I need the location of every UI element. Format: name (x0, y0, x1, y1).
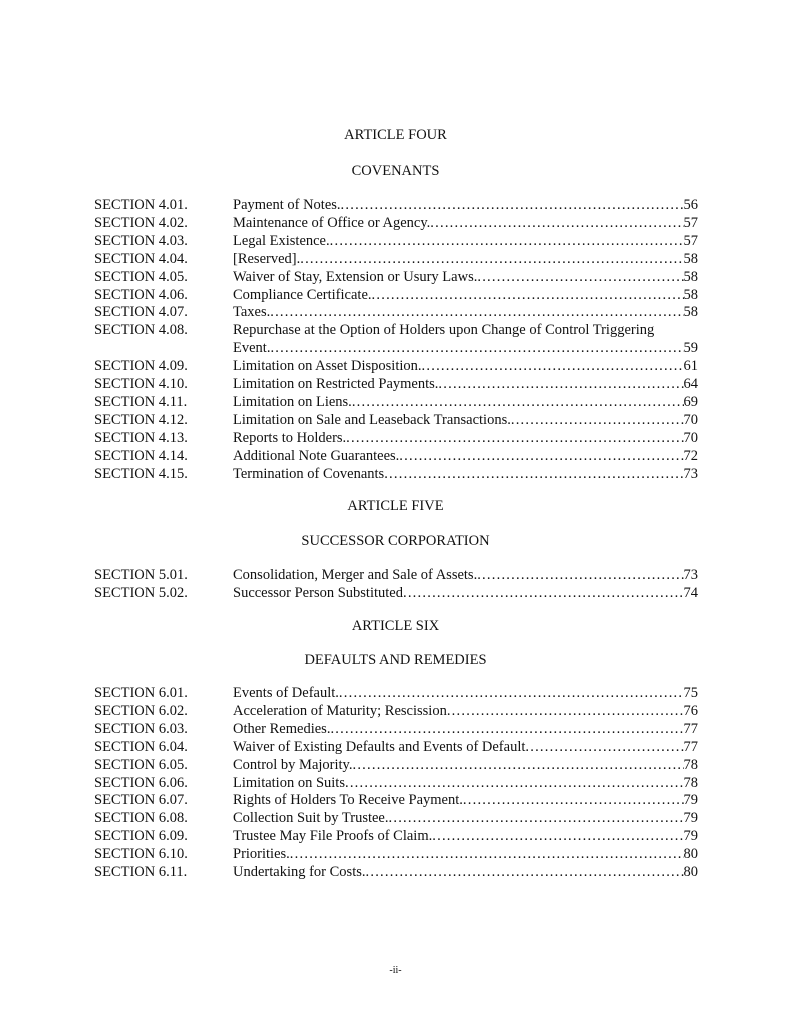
article-label: ARTICLE FOUR (344, 127, 447, 143)
section-number: SECTION 4.03. (94, 232, 188, 249)
dot-leader (422, 358, 684, 376)
section-number: SECTION 4.14. (94, 447, 188, 464)
section-title: Maintenance of Office or Agency. (233, 214, 431, 231)
page-number: 80 (683, 864, 698, 881)
section-number: SECTION 6.03. (94, 720, 188, 737)
page-number: 58 (683, 250, 698, 267)
toc-entry[interactable] (94, 287, 698, 305)
section-title: Events of Default. (233, 685, 339, 701)
toc-entry[interactable] (94, 685, 698, 703)
article-label: ARTICLE FIVE (347, 498, 444, 514)
section-title: Taxes. (233, 304, 271, 321)
page-number: 77 (683, 720, 698, 737)
toc-entry-list (94, 567, 698, 603)
toc-entry[interactable] (94, 448, 698, 466)
page-number: 58 (683, 304, 698, 321)
toc-entry[interactable] (94, 739, 698, 757)
dot-leader (366, 864, 684, 882)
section-number: SECTION 4.07. (94, 304, 188, 321)
page-number: 80 (683, 846, 698, 863)
section-title: [Reserved]. (233, 250, 301, 267)
section-number: SECTION 4.13. (94, 429, 188, 446)
toc-entry[interactable] (94, 394, 698, 412)
dot-leader (270, 304, 683, 322)
section-title: Repurchase at the Option of Holders upon Change of Control Triggering (233, 322, 655, 339)
toc-entry[interactable] (94, 567, 698, 585)
toc-entry[interactable] (94, 466, 698, 484)
dot-leader (270, 340, 683, 358)
section-title: Waiver of Existing Defaults and Events of Default (233, 738, 526, 755)
page-number: 77 (683, 738, 698, 755)
section-number: SECTION 4.01. (94, 197, 188, 213)
section-number: SECTION 6.11. (94, 864, 188, 881)
toc-entry[interactable] (94, 269, 698, 287)
article-label: ARTICLE SIX (351, 618, 440, 634)
toc-entry[interactable] (94, 304, 698, 322)
page-number: 70 (683, 429, 698, 446)
dot-leader (525, 739, 683, 757)
section-title: Payment of Notes. (233, 197, 341, 213)
section-number: SECTION 6.05. (94, 756, 188, 773)
article-title: COVENANTS (351, 163, 440, 179)
dot-leader (339, 685, 684, 703)
page-number: 78 (683, 756, 698, 773)
dot-leader (389, 810, 684, 828)
page-number: 70 (683, 411, 698, 428)
section-title: Control by Majority. (233, 756, 353, 773)
dot-leader (330, 233, 684, 251)
toc-entry[interactable] (94, 233, 698, 251)
section-number: SECTION 5.01. (94, 567, 188, 583)
section-title: Acceleration of Maturity; Rescission (233, 702, 447, 719)
page-number: 56 (683, 197, 698, 213)
toc-entry[interactable] (94, 215, 698, 233)
page-number: 73 (683, 567, 698, 583)
section-number: SECTION 6.06. (94, 774, 188, 791)
toc-entry[interactable] (94, 358, 698, 376)
section-title: Compliance Certificate. (233, 286, 372, 303)
toc-entry[interactable] (94, 792, 698, 810)
page-number: 58 (683, 286, 698, 303)
dot-leader (438, 376, 683, 394)
dot-leader (511, 412, 684, 430)
section-title: Legal Existence. (233, 232, 330, 249)
dot-leader (384, 466, 683, 484)
section-number: SECTION 4.12. (94, 411, 188, 428)
page-number: 78 (683, 774, 698, 791)
toc-entry[interactable] (94, 775, 698, 793)
section-title: Waiver of Stay, Extension or Usury Laws. (233, 268, 478, 285)
toc-entry[interactable] (94, 703, 698, 721)
section-title: Limitation on Liens. (233, 393, 352, 410)
toc-entry[interactable] (94, 376, 698, 394)
section-title: Other Remedies. (233, 720, 331, 737)
section-title: Limitation on Suits (233, 774, 345, 791)
section-number: SECTION 5.02. (94, 584, 188, 601)
dot-leader (477, 269, 683, 287)
section-title: Collection Suit by Trustee. (233, 810, 389, 827)
section-number: SECTION 6.01. (94, 685, 188, 701)
dot-leader (352, 757, 683, 775)
page-number: 79 (683, 792, 698, 809)
article-title: SUCCESSOR CORPORATION (301, 533, 490, 549)
section-title: Reports to Holders. (233, 429, 347, 446)
toc-entry[interactable] (94, 197, 698, 215)
toc-entry[interactable] (94, 430, 698, 448)
page-number: 69 (683, 393, 698, 410)
page-number: 79 (683, 810, 698, 827)
section-title-continuation: Event. (233, 340, 271, 357)
page-number: 57 (683, 214, 698, 231)
toc-entry[interactable] (94, 846, 698, 864)
dot-leader (330, 721, 683, 739)
section-title: Termination of Covenants (233, 465, 385, 482)
section-title: Successor Person Substituted (233, 584, 403, 601)
dot-leader (430, 215, 683, 233)
dot-leader (352, 394, 684, 412)
toc-entry[interactable] (94, 322, 698, 358)
page-number: 57 (683, 232, 698, 249)
toc-entry[interactable] (94, 412, 698, 430)
dot-leader (346, 430, 683, 448)
page-number: 58 (683, 268, 698, 285)
dot-leader (372, 287, 684, 305)
dot-leader (403, 585, 684, 603)
page-number: 74 (683, 584, 698, 601)
dot-leader (477, 567, 683, 585)
section-title: Limitation on Sale and Leaseback Transactions. (233, 411, 511, 428)
dot-leader (399, 448, 683, 466)
article-title: DEFAULTS AND REMEDIES (304, 652, 487, 668)
section-number: SECTION 4.15. (94, 465, 188, 482)
section-title: Limitation on Asset Disposition. (233, 358, 422, 375)
toc-entry-list (94, 685, 698, 882)
toc-entry[interactable] (94, 251, 698, 269)
section-number: SECTION 6.07. (94, 792, 188, 809)
section-number: SECTION 4.04. (94, 250, 188, 267)
toc-entry[interactable] (94, 721, 698, 739)
dot-leader (447, 703, 684, 721)
toc-entry-list (94, 197, 698, 484)
section-number: SECTION 4.11. (94, 393, 188, 410)
page-number: 75 (683, 685, 698, 701)
section-title: Limitation on Restricted Payments. (233, 376, 439, 393)
dot-leader (341, 197, 684, 215)
toc-entry[interactable] (94, 810, 698, 828)
dot-leader (463, 792, 684, 810)
section-title: Additional Note Guarantees. (233, 447, 400, 464)
toc-entry[interactable] (94, 864, 698, 882)
section-number: SECTION 6.02. (94, 702, 188, 719)
page-number: 76 (683, 702, 698, 719)
section-number: SECTION 6.10. (94, 846, 188, 863)
section-number: SECTION 6.08. (94, 810, 188, 827)
section-number: SECTION 4.10. (94, 376, 188, 393)
section-number: SECTION 4.08. (94, 322, 188, 339)
section-title: Consolidation, Merger and Sale of Assets. (233, 567, 478, 583)
toc-entry[interactable] (94, 757, 698, 775)
section-title: Priorities. (233, 846, 290, 863)
section-number: SECTION 4.02. (94, 214, 188, 231)
page-number: 61 (683, 358, 698, 375)
dot-leader (345, 775, 684, 793)
section-number: SECTION 4.05. (94, 268, 188, 285)
page-footer-number: -ii- (389, 965, 402, 976)
section-title: Rights of Holders To Receive Payment. (233, 792, 463, 809)
page-number: 79 (683, 828, 698, 845)
section-number: SECTION 6.09. (94, 828, 188, 845)
section-number: SECTION 6.04. (94, 738, 188, 755)
page-number: 73 (683, 465, 698, 482)
dot-leader (432, 828, 683, 846)
page-number: 72 (683, 447, 698, 464)
toc-entry[interactable] (94, 585, 698, 603)
page-number: 59 (683, 340, 698, 357)
section-number: SECTION 4.09. (94, 358, 188, 375)
section-number: SECTION 4.06. (94, 286, 188, 303)
section-title: Undertaking for Costs. (233, 864, 366, 881)
section-title: Trustee May File Proofs of Claim. (233, 828, 433, 845)
page-number: 64 (683, 376, 698, 393)
toc-entry[interactable] (94, 828, 698, 846)
dot-leader (290, 846, 684, 864)
dot-leader (300, 251, 683, 269)
